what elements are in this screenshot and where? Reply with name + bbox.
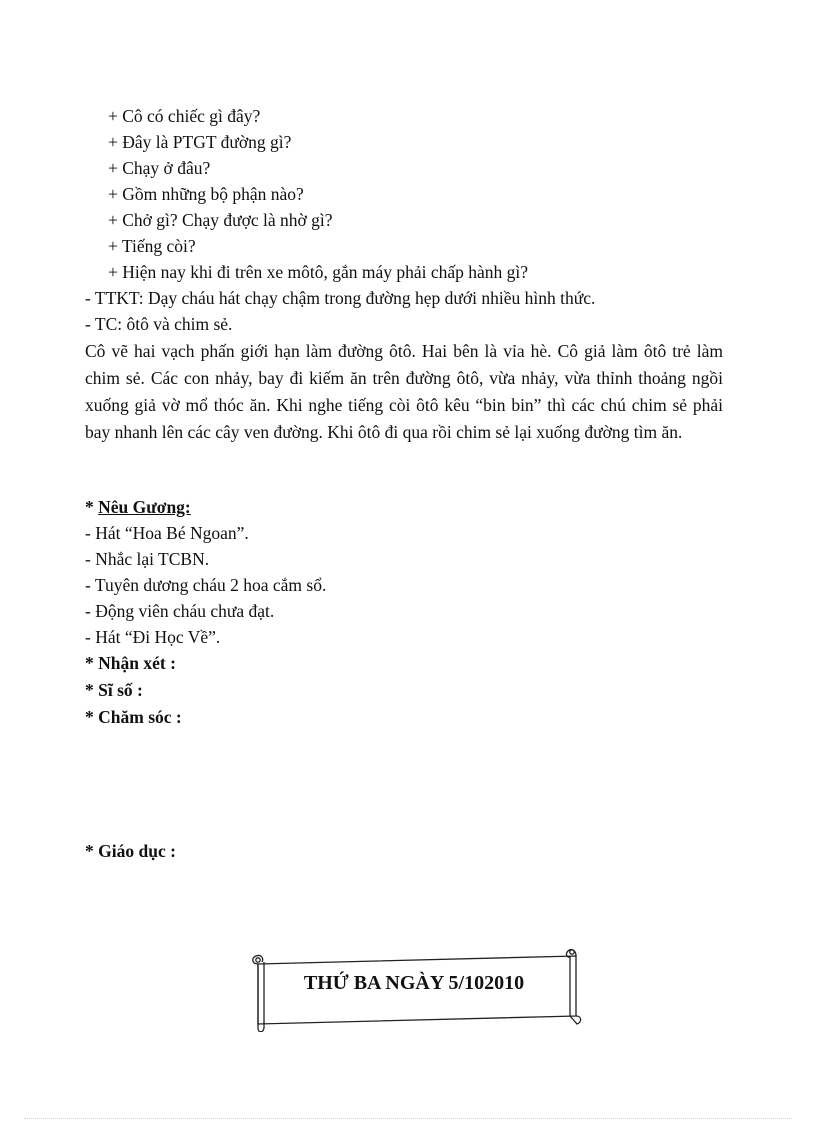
neu-guong-item: - Nhắc lại TCBN. <box>85 549 210 569</box>
question-line: + Chở gì? Chạy được là nhờ gì? <box>108 210 333 230</box>
cham-soc-heading: * Chăm sóc : <box>85 707 182 727</box>
si-so-heading: * Sĩ số : <box>85 680 143 700</box>
question-line: + Hiện nay khi đi trên xe môtô, gắn máy phải chấp hành gì? <box>108 262 529 282</box>
neu-guong-item: - Hát “Hoa Bé Ngoan”. <box>85 523 249 543</box>
game-description: Cô vẽ hai vạch phấn giới hạn làm đường ôtô. Hai bên là vỉa hè. Cô giả làm ôtô trẻ làm chim sẻ. Các con nhảy, bay đi kiếm ăn trên đường ôtô, vừa nhảy, vừa thỉnh thoảng ngồi xuống giả vờ mổ thóc ăn. Khi nghe tiếng còi ôtô kêu “bin bin” thì các chú chim sẻ phải bay nhanh lên các cây ven đường. Khi ôtô đi qua rồi chim sẻ lại xuống đường tìm ăn. <box>85 341 723 442</box>
neu-guong-item: - Động viên cháu chưa đạt. <box>85 601 275 621</box>
page-bottom-divider <box>24 1118 792 1119</box>
question-line: + Tiếng còi? <box>108 236 196 256</box>
banner-title: THỨ BA NGÀY 5/102010 <box>303 972 525 994</box>
ttkt-line: - TTKT: Dạy cháu hát chạy chậm trong đường hẹp dưới nhiều hình thức. <box>85 288 596 308</box>
question-line: + Gồm những bộ phận nào? <box>108 184 304 204</box>
nhan-xet-heading: * Nhận xét : <box>85 653 176 673</box>
giao-duc-heading: * Giáo dục : <box>85 841 176 861</box>
neu-guong-item: - Hát “Đi Học Về”. <box>85 627 221 647</box>
neu-guong-item: - Tuyên dương cháu 2 hoa cắm sổ. <box>85 575 327 595</box>
date-banner <box>246 944 582 1032</box>
heading-text: Nêu Gương: <box>98 497 191 517</box>
question-line: + Chạy ở đâu? <box>108 158 211 178</box>
question-line: + Đây là PTGT đường gì? <box>108 132 292 152</box>
heading-star: * <box>85 497 99 517</box>
neu-guong-heading <box>85 496 191 518</box>
tc-line: - TC: ôtô và chim sẻ. <box>85 314 233 334</box>
question-line: + Cô có chiếc gì đây? <box>108 106 261 126</box>
